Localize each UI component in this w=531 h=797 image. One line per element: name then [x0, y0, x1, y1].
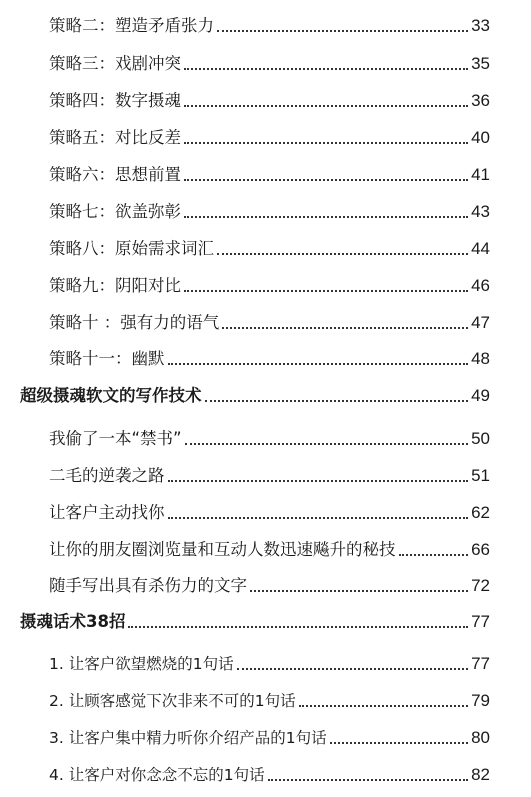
toc-page-number: 77 [471, 654, 490, 673]
toc-page-number: 79 [471, 691, 490, 710]
toc-entry-label: 4. 让客户对你念念不忘的1句话 [49, 766, 265, 784]
toc-entry-label: 策略四：数字摄魂 [49, 91, 181, 110]
toc-entry-label: 我偷了一本“禁书” [49, 429, 182, 448]
toc-entry-strategy-3[interactable] [49, 48, 490, 76]
toc-entry-label: 让客户主动找你 [49, 503, 165, 522]
toc-page-number: 72 [471, 576, 490, 595]
toc-section-label: 超级摄魂软文的写作技术 [20, 386, 202, 405]
dot-leader [330, 742, 468, 744]
dot-leader [399, 554, 469, 556]
toc-page-number: 43 [471, 202, 490, 221]
toc-entry-label: 3. 让客户集中精力听你介绍产品的1句话 [49, 729, 327, 747]
toc-entry-label: 2. 让顾客感觉下次非来不可的1句话 [49, 692, 296, 710]
toc-entry-ermao-comeback[interactable] [49, 460, 490, 488]
toc-entry-strategy-11[interactable] [49, 343, 490, 371]
dot-leader [299, 705, 468, 707]
toc-page-number: 48 [471, 349, 490, 368]
toc-section-38-scripts[interactable] [20, 606, 490, 634]
toc-page-number: 35 [471, 54, 490, 73]
toc-entry-strategy-5[interactable] [49, 122, 490, 150]
toc-entry-label: 1. 让客户欲望燃烧的1句话 [49, 655, 234, 673]
toc-entry-label: 让你的朋友圈浏览量和互动人数迅速飚升的秘技 [49, 540, 396, 559]
dot-leader [184, 68, 468, 70]
toc-entry-strategy-9[interactable] [49, 270, 490, 298]
dot-leader [184, 105, 468, 107]
toc-entry-label: 策略八：原始需求词汇 [49, 239, 214, 258]
toc-page-number: 66 [471, 540, 490, 559]
toc-entry-strategy-10[interactable] [49, 307, 490, 335]
toc-entry-strategy-8[interactable] [49, 233, 490, 261]
toc-page-number: 80 [471, 728, 490, 747]
toc-entry-label: 策略六：思想前置 [49, 165, 181, 184]
dot-leader [168, 363, 469, 365]
toc-entry-forbidden-book[interactable] [49, 423, 490, 451]
dot-leader [184, 290, 468, 292]
toc-entry-killer-writing[interactable] [49, 570, 490, 598]
dot-leader [185, 443, 468, 445]
toc-page-number: 47 [471, 313, 490, 332]
toc-entry-strategy-2[interactable] [49, 10, 490, 38]
toc-section-label: 摄魂话术38招 [20, 612, 126, 631]
toc-entry-label: 随手写出具有杀伤力的文字 [49, 576, 247, 595]
toc-page-number: 41 [471, 165, 490, 184]
dot-leader [168, 480, 469, 482]
toc-page-number: 33 [471, 16, 490, 35]
dot-leader [217, 253, 468, 255]
dot-leader [128, 626, 468, 628]
toc-entry-label: 二毛的逆袭之路 [49, 466, 165, 485]
dot-leader [237, 668, 469, 670]
toc-entry-label: 策略九：阴阳对比 [49, 276, 181, 295]
dot-leader [184, 216, 468, 218]
toc-entry-label: 策略三：戏剧冲突 [49, 54, 181, 73]
toc-entry-label: 策略十一：幽默 [49, 349, 165, 368]
toc-entry-moments-secret[interactable] [49, 534, 490, 562]
toc-page-number: 82 [471, 765, 490, 784]
toc-entry-script-4[interactable] [49, 759, 490, 787]
toc-page-number: 50 [471, 429, 490, 448]
toc-section-soft-article-writing[interactable] [20, 380, 490, 408]
toc-entry-strategy-6[interactable] [49, 159, 490, 187]
toc-entry-label: 策略五：对比反差 [49, 128, 181, 147]
toc-entry-label: 策略十 ：强有力的语气 [49, 313, 220, 332]
dot-leader [250, 590, 468, 592]
toc-entry-script-2[interactable] [49, 685, 490, 713]
dot-leader [222, 327, 468, 329]
dot-leader [268, 779, 469, 781]
toc-page-number: 40 [471, 128, 490, 147]
toc-entry-script-1[interactable] [49, 648, 490, 676]
dot-leader [184, 142, 468, 144]
toc-entry-strategy-4[interactable] [49, 85, 490, 113]
toc-page-number: 49 [471, 386, 490, 405]
toc-entry-label: 策略二：塑造矛盾张力 [49, 16, 214, 35]
dot-leader [217, 30, 468, 32]
toc-page-number: 44 [471, 239, 490, 258]
toc-entry-customers-find-you[interactable] [49, 497, 490, 525]
toc-entry-script-3[interactable] [49, 722, 490, 750]
dot-leader [205, 400, 469, 402]
toc-entry-strategy-7[interactable] [49, 196, 490, 224]
dot-leader [184, 179, 468, 181]
toc-entry-label: 策略七：欲盖弥彰 [49, 202, 181, 221]
toc-page-number: 51 [471, 466, 490, 485]
dot-leader [168, 517, 469, 519]
toc-page-number: 77 [471, 612, 490, 631]
toc-page-number: 62 [471, 503, 490, 522]
toc-page-number: 36 [471, 91, 490, 110]
toc-page-number: 46 [471, 276, 490, 295]
